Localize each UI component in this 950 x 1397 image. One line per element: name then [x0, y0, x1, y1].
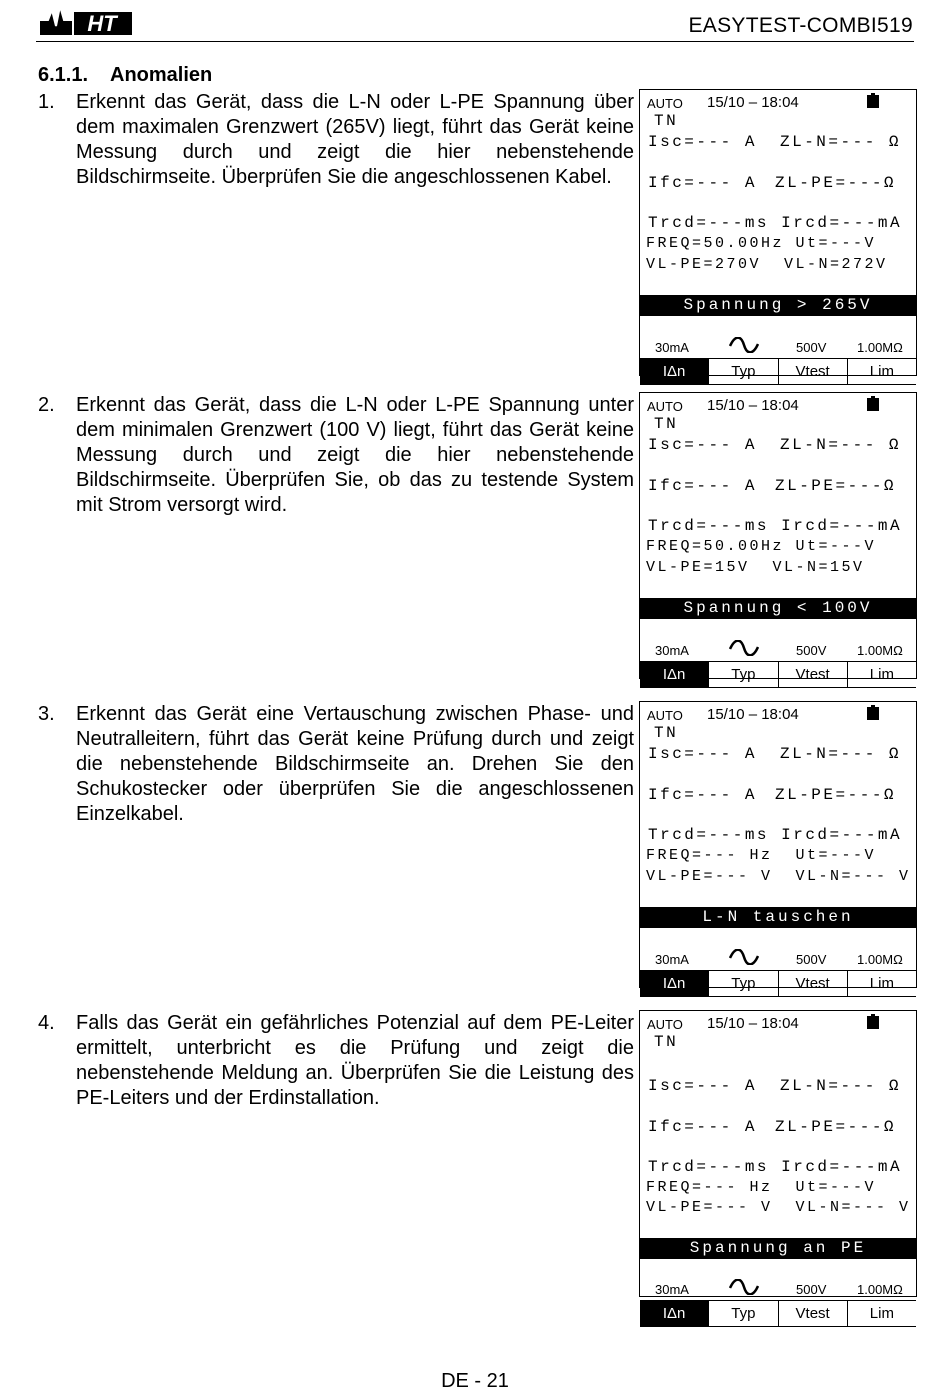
- item-text: Erkennt das Gerät, dass die L-N oder L-PE Spannung über dem maximalen Grenzwert (265V) liegt, führt das Gerät keine Messung durch und zeigt die hier nebenstehende Bildschirmseite. Überprüfen Sie die angeschlossenen Kabel.: [76, 91, 634, 188]
- instrument-screen: [639, 701, 917, 992]
- isc-value: Isc=--- A: [648, 745, 757, 763]
- freq-value: FREQ=50.00Hz Ut=---V: [646, 235, 877, 252]
- zln-value: ZL-N=--- Ω: [780, 133, 902, 151]
- error-message: L-N tauschen: [640, 907, 916, 928]
- item-number: 1.: [38, 91, 55, 113]
- page-number: DE - 21: [441, 1370, 509, 1392]
- list-item: [38, 393, 634, 518]
- softkey-idn[interactable]: IΔn: [640, 971, 708, 996]
- ac-wave-icon: [729, 640, 759, 656]
- voltage-value: VL-PE=270V VL-N=272V: [646, 256, 888, 273]
- isc-value: Isc=--- A: [648, 1077, 757, 1095]
- battery-icon: [867, 1014, 879, 1029]
- ifc-value: Ifc=--- A: [648, 1118, 757, 1136]
- zln-value: ZL-N=--- Ω: [780, 1077, 902, 1095]
- softkey-vtest[interactable]: Vtest: [778, 359, 847, 384]
- voltage-value: VL-PE=--- V VL-N=--- V: [646, 1199, 911, 1216]
- softkey-bar: [640, 1300, 916, 1327]
- instrument-screen: [639, 89, 917, 380]
- item-number: 4.: [38, 1012, 55, 1034]
- system-label: TN: [654, 415, 679, 433]
- param-resistance: 1.00MΩ: [857, 1282, 903, 1297]
- ac-wave-icon: [729, 1279, 759, 1295]
- list-item: [38, 702, 634, 827]
- system-label: TN: [654, 112, 679, 130]
- voltage-value: VL-PE=15V VL-N=15V: [646, 559, 865, 576]
- softkey-typ[interactable]: Typ: [708, 1301, 777, 1326]
- zlpe-value: ZL-PE=---Ω: [775, 786, 897, 804]
- ifc-value: Ifc=--- A: [648, 477, 757, 495]
- trcd-value: Trcd=---ms Ircd=---mA: [648, 214, 903, 232]
- ac-wave-icon: [729, 337, 759, 353]
- param-voltage: 500V: [796, 952, 827, 967]
- softkey-vtest[interactable]: Vtest: [778, 1301, 847, 1326]
- item-text: Falls das Gerät ein gefährliches Potenzial auf dem PE-Leiter ermittelt, unterbricht es die Prüfung und zeigt die nebenstehende Meldung an. Überprüfen Sie die Leistung des PE-Leiters und der Erdinstallation.: [76, 1012, 634, 1109]
- ifc-value: Ifc=--- A: [648, 174, 757, 192]
- param-current: 30mA: [655, 340, 689, 355]
- softkey-bar: [640, 970, 916, 997]
- section-heading: [38, 64, 212, 87]
- softkey-idn[interactable]: IΔn: [640, 662, 708, 687]
- error-message: Spannung > 265V: [640, 295, 916, 316]
- softkey-lim[interactable]: Lim: [847, 662, 916, 687]
- isc-value: Isc=--- A: [648, 436, 757, 454]
- softkey-typ[interactable]: Typ: [708, 971, 777, 996]
- datetime-label: 15/10 – 18:04: [707, 706, 799, 723]
- softkey-typ[interactable]: Typ: [708, 359, 777, 384]
- param-resistance: 1.00MΩ: [857, 952, 903, 967]
- softkey-idn[interactable]: IΔn: [640, 359, 708, 384]
- ifc-value: Ifc=--- A: [648, 786, 757, 804]
- freq-value: FREQ=--- Hz Ut=---V: [646, 1179, 877, 1196]
- section-title: Anomalien: [110, 64, 213, 86]
- param-voltage: 500V: [796, 643, 827, 658]
- softkey-lim[interactable]: Lim: [847, 971, 916, 996]
- param-voltage: 500V: [796, 1282, 827, 1297]
- softkey-idn[interactable]: IΔn: [640, 1301, 708, 1326]
- zlpe-value: ZL-PE=---Ω: [775, 1118, 897, 1136]
- instrument-screen: [639, 1010, 917, 1322]
- instrument-screen: [639, 392, 917, 683]
- mode-label: AUTO: [647, 1017, 683, 1032]
- softkey-lim[interactable]: Lim: [847, 1301, 916, 1326]
- param-resistance: 1.00MΩ: [857, 643, 903, 658]
- param-current: 30mA: [655, 643, 689, 658]
- zln-value: ZL-N=--- Ω: [780, 436, 902, 454]
- mode-label: AUTO: [647, 96, 683, 111]
- datetime-label: 15/10 – 18:04: [707, 397, 799, 414]
- list-item: [38, 1011, 634, 1111]
- softkey-bar: [640, 661, 916, 688]
- softkey-bar: [640, 358, 916, 385]
- system-label: TN: [654, 1033, 679, 1051]
- list-item: [38, 90, 634, 190]
- param-resistance: 1.00MΩ: [857, 340, 903, 355]
- item-number: 3.: [38, 703, 55, 725]
- datetime-label: 15/10 – 18:04: [707, 1015, 799, 1032]
- zln-value: ZL-N=--- Ω: [780, 745, 902, 763]
- softkey-lim[interactable]: Lim: [847, 359, 916, 384]
- item-text: Erkennt das Gerät, dass die L-N oder L-PE Spannung unter dem minimalen Grenzwert (100 V) liegt, führt das Gerät keine Messung durch und zeigt die hier nebenstehende Bildschirmseite. Überprüfen Sie, ob das zu testende System mit Strom versorgt wird.: [76, 394, 634, 516]
- trcd-value: Trcd=---ms Ircd=---mA: [648, 826, 903, 844]
- zlpe-value: ZL-PE=---Ω: [775, 174, 897, 192]
- battery-icon: [867, 396, 879, 411]
- param-current: 30mA: [655, 1282, 689, 1297]
- voltage-value: VL-PE=--- V VL-N=--- V: [646, 868, 911, 885]
- zlpe-value: ZL-PE=---Ω: [775, 477, 897, 495]
- header-divider: [36, 41, 914, 42]
- model-name: EASYTEST-COMBI519: [688, 14, 913, 37]
- softkey-vtest[interactable]: Vtest: [778, 971, 847, 996]
- svg-text:HT: HT: [87, 11, 117, 36]
- isc-value: Isc=--- A: [648, 133, 757, 151]
- ht-logo: [38, 2, 133, 36]
- param-voltage: 500V: [796, 340, 827, 355]
- mode-label: AUTO: [647, 399, 683, 414]
- freq-value: FREQ=50.00Hz Ut=---V: [646, 538, 877, 555]
- trcd-value: Trcd=---ms Ircd=---mA: [648, 517, 903, 535]
- system-label: TN: [654, 724, 679, 742]
- item-text: Erkennt das Gerät eine Vertauschung zwischen Phase- und Neutralleitern, führt das Gerät keine Prüfung durch und zeigt die nebenstehende Bildschirmseite an. Drehen Sie den Schukostecker oder überprüfen Sie die angeschlossenen Einzelkabel.: [76, 703, 634, 825]
- ac-wave-icon: [729, 949, 759, 965]
- trcd-value: Trcd=---ms Ircd=---mA: [648, 1158, 903, 1176]
- param-current: 30mA: [655, 952, 689, 967]
- error-message: Spannung < 100V: [640, 598, 916, 619]
- mode-label: AUTO: [647, 708, 683, 723]
- battery-icon: [867, 705, 879, 720]
- freq-value: FREQ=--- Hz Ut=---V: [646, 847, 877, 864]
- softkey-vtest[interactable]: Vtest: [778, 662, 847, 687]
- datetime-label: 15/10 – 18:04: [707, 94, 799, 111]
- softkey-typ[interactable]: Typ: [708, 662, 777, 687]
- item-number: 2.: [38, 394, 55, 416]
- battery-icon: [867, 93, 879, 108]
- section-number: 6.1.1.: [38, 64, 89, 86]
- error-message: Spannung an PE: [640, 1238, 916, 1259]
